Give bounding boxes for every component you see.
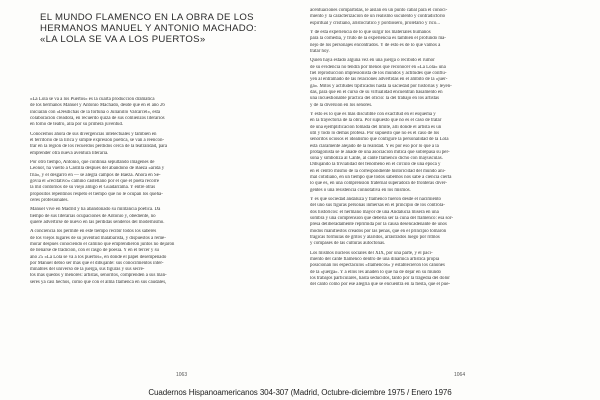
- text-line: miento y la caracterización de un realismo suculento y contradictorio: [310, 14, 446, 20]
- text-line: sombra y una comprensión que debería ser la cuna del flamenco: esa sor-: [310, 215, 454, 221]
- text-line: trar en la región de los recuerdos perdidos cerca de la teatralidad, para: [30, 144, 168, 150]
- text-line: el territorio de la lírica y simple expresión poética, se van a reencon-: [30, 137, 165, 143]
- paragraph: [30, 160, 292, 204]
- text-line: y compases de las culturas autóctonas.: [310, 241, 386, 247]
- text-line: de los hermanos Manuel y Antonio Machado, desde que en el año 26: [30, 103, 165, 109]
- text-line: útil y todo lo demás profesa. Por supuesto que no es el caso de los: [310, 130, 440, 136]
- text-line: del canto como por ese alegría que se encuentra en la fiesta, que el pue-: [310, 282, 450, 288]
- text-line: fiel reproducción impresionista de los mundos y actitudes que conflu-: [310, 71, 447, 77]
- left-column: [30, 8, 292, 370]
- text-line: minables del universo de la juerga, sus figuras y sus secre-: [30, 267, 145, 273]
- text-line: Leonor, ha vuelto a Castilla después del abandono de Baeza «árida y: [30, 166, 165, 172]
- text-line: Conocemos ahora de sus divergencias intelectuales y también en: [30, 131, 157, 137]
- text-line: das, para que en el curso de su virtualidad encuentran basamento en: [310, 89, 443, 95]
- article-title-line: HERMANOS MANUEL Y ANTONIO MACHADO:: [40, 23, 257, 34]
- paragraph: [310, 251, 578, 289]
- text-line: de una ejemplificación tomada del límite, allí donde el artista es un: [310, 124, 442, 130]
- text-line: sona y simboliza al Cante, al cante flamenco dicho con mayúsculas.: [310, 156, 443, 162]
- text-line: dos históricos: el hermano mayor de una Andalucía mísera en una: [310, 209, 439, 215]
- article-title: [40, 12, 292, 45]
- text-line: Los mismos núcleos sociales del XIX, por una parte, y el paci-: [310, 250, 433, 256]
- paragraph: [30, 229, 292, 286]
- article-title-line: «LA LOLA SE VA A LOS PUERTOS»: [40, 34, 206, 45]
- text-line: Y es que sociedad andaluza y flamenco fueron desde el nacimiento: [310, 197, 441, 203]
- text-line: protagonista se le añade de una asociación mítica que sobrepasa su per-: [310, 149, 450, 155]
- text-line: tos más quedos y menores: artistas, señoritos, comprenden a sus man-: [30, 273, 167, 279]
- text-line: espiritual y cristiano, aristocrático y pordiosero, proletario y rico...: [310, 20, 440, 26]
- text-line: año 25 «La Lola se va a los puertos», en donde el papel desempeñado: [30, 254, 167, 260]
- page-number-left: 1063: [176, 372, 188, 378]
- paragraph: [30, 132, 292, 157]
- text-line: gentes o una resistencia connotativa en los mismos.: [310, 187, 411, 193]
- text-line: tratar hoy.: [310, 48, 330, 54]
- text-line: está claramente alejado de la realidad. Y es por eso por lo que a la: [310, 143, 439, 149]
- text-line: de la «juerga». Y a ellos les añaden lo que ha de dejar en su mundo: [310, 269, 442, 275]
- text-line: y de la diversión en los señores.: [310, 102, 373, 108]
- left-column-text: [30, 97, 292, 286]
- text-line: Y esto es lo que es más discutible con exactitud en el esquema y: [310, 112, 436, 118]
- text-line: Quien haya estado alguna vez en una juerga o recibido el rumor: [310, 58, 435, 64]
- text-line: los trabajos particulares, hasta seducidos, tanto por la tragedia del dolor: [310, 275, 450, 281]
- text-line: para la comedia, y fruto de la experiencia es también el profundo ma-: [310, 36, 446, 42]
- text-line: yen al entramado de las relaciones advertidas en el ámbito de la «juer-: [310, 77, 448, 83]
- text-line: miento del cante flamenco dentro de una dinámica artística propia: [310, 256, 440, 262]
- text-line: acentuaciones compartidas, le aislan en un punto cabal para el conoci-: [310, 8, 448, 13]
- text-line: nejo de los personajes encontrados. Y de esto es de lo que vamos a: [310, 42, 441, 48]
- text-line: Dibujando la trivialidad del fenómeno en el círculo de una época y: [310, 162, 441, 168]
- text-line: mal cotidiano, en un tiempo que todos sabemos nos sabe a ciencia cierta: [310, 174, 452, 180]
- text-line: señoritos ociosos el idealismo que configure la personalidad de la Lola: [310, 137, 449, 143]
- text-line: A conciencia los permite en este tiempo recibir todos los saberes: [30, 229, 157, 235]
- text-line: posicionan los espectáculos «flamencos» y establecieron los cánones: [310, 263, 445, 269]
- text-line: tiempo de sus literarias ocupaciones de Antonio y, obediente, no: [30, 213, 156, 219]
- text-line: del uno sus figuras personas inmersas en el principio de los controla-: [310, 203, 445, 209]
- page-number-right: 1064: [454, 372, 466, 378]
- right-column-text: [310, 8, 578, 288]
- text-line: «La Lola se va a los Puertos» es la cuarta producción dramática: [30, 97, 155, 102]
- text-line: emprender otra nueva aventura literaria.: [30, 150, 109, 156]
- text-line: en torno de teatro, allá por su primera juventud.: [30, 122, 124, 128]
- text-line: de su evidencia no tendrá por menos que reconocer en «La Lola» una: [310, 64, 446, 70]
- source-citation: Cuadernos Hispanoamericanos 304-307 (Madrid, Octubre-diciembre 1975 / Enero 1976: [148, 388, 452, 397]
- text-line: fría», y el desgarro en — se alegra campos de Baeza. Ahora en Se-: [30, 172, 161, 178]
- text-line: iniciaran con «Desdichas de la fortuna o Julianillo Valcárcel», esta: [30, 109, 161, 115]
- paragraph: [310, 30, 578, 55]
- text-line: ceres profesionales.: [30, 197, 69, 203]
- text-line: propósitos repentinos respetó el tiempo que no le ocupan los queha-: [30, 191, 163, 197]
- right-column: [310, 8, 578, 370]
- text-line: en el centro mismo de la correspondiente historicidad del mundo ani-: [310, 168, 446, 174]
- paragraph: [310, 58, 578, 108]
- text-line: Y de esta experiencia de lo que surgir los materiales humanos: [310, 30, 431, 36]
- text-line: por Manuel debió ser más que el dibujante: sus conocimientos inter-: [30, 260, 164, 266]
- paragraph: [310, 197, 578, 247]
- text-line: Por otro tiempo, Antonio, que continúa sepultando imágenes de: [30, 160, 155, 166]
- text-line: la mil contornos de su viejo amigo el Guadarrama. Y entre otras: [30, 185, 156, 191]
- paragraph: [310, 8, 578, 27]
- text-line: en la trayectoria de la obra. Por supuesto que no es el caso de tratar: [310, 118, 442, 124]
- text-line: seres ya casi hechos, como que con el alma flamenca en sus caudales,: [30, 279, 167, 285]
- paragraph: [30, 97, 292, 128]
- text-line: govia el «recitativo» camino castellano por el que el poeta recorre: [30, 178, 160, 184]
- text-line: de los viejos lugares de su juventud malabarista, y dispuestos a reme-: [30, 235, 166, 241]
- text-line: una incuestionable práctica del oficio: la del trabajo en los artistas: [310, 96, 440, 102]
- text-line: morar después conociendo el camino que emprendieron juntos no dejaron: [30, 241, 175, 247]
- text-line: ga». Mitos y actitudes tipificados hasta la saciedad por historias y leyen-: [310, 83, 452, 89]
- text-line: lo que es, en una comprensión fraternal superadora de fronteras diver-: [310, 181, 447, 187]
- text-line: modos manifiestos creados por las penas, que en el principio tomaron: [310, 228, 447, 234]
- text-line: quiere advertirse de nuevo en las perdidas senderos del modernismo.: [30, 219, 165, 225]
- article-title-line: EL MUNDO FLAMENCO EN LA OBRA DE LOS: [40, 12, 254, 23]
- text-line: colaboración creadora, en recuerdo quizá de sus comienzos literarios: [30, 115, 165, 121]
- text-line: de llenarse de tradición, con el rasgo de poesía. Y en el tercer y su: [30, 248, 159, 254]
- paragraph: [310, 112, 578, 194]
- paragraph: [30, 207, 292, 226]
- text-line: Manuel vive en Madrid y ha abandonado su militancia poética. Da: [30, 207, 161, 213]
- text-line: trágicas formulas de gritos y alaridos, arrastrados luego por ritmos: [310, 234, 440, 240]
- text-line: presa deliberadamente reprimida por la causa desencadenante de unos: [310, 222, 447, 228]
